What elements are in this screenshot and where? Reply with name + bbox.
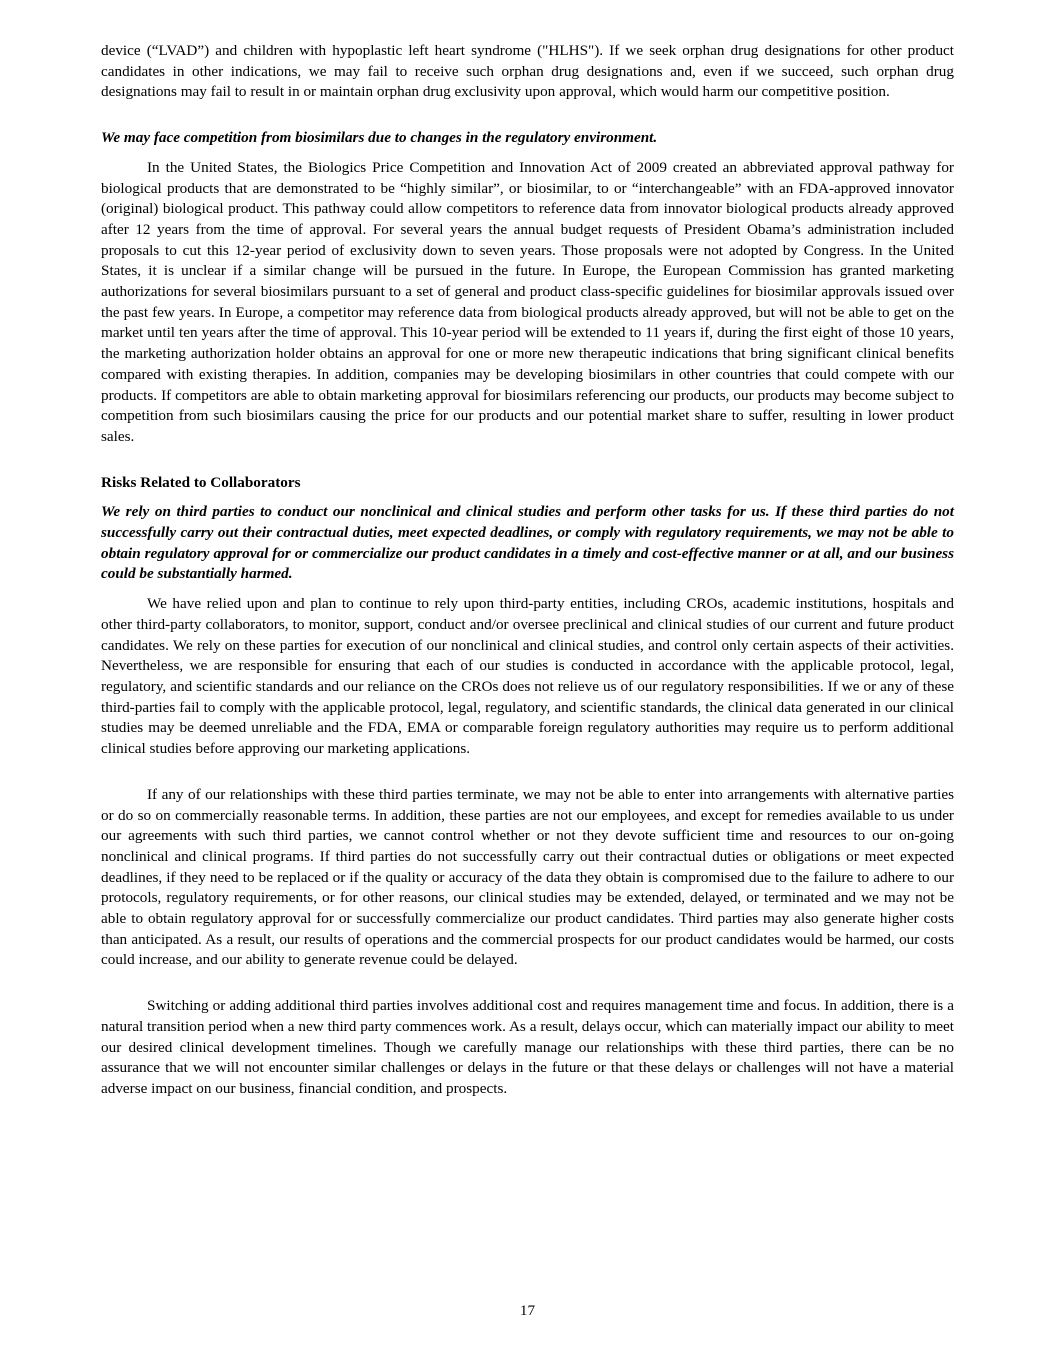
risk-heading-third-parties: We rely on third parties to conduct our nonclinical and clinical studies and perform other tasks for us. If these third parties do not successfully carry out their contractual duties, meet expected deadlines, or comply with regulatory requirements, we may not be able to obtain regulatory approval for or commercialize our product candidates in a timely and cost-effective manner or at all, and our business could be substantially harmed. <box>101 503 954 583</box>
document-body <box>101 41 954 1100</box>
paragraph-biosimilars: In the United States, the Biologics Price Competition and Innovation Act of 2009 created an abbreviated approval pathway for biological products that are demonstrated to be “highly similar”, or biosimilar, to or “interchangeable” with an FDA-approved innovator (original) biological product. This pathway could allow competitors to reference data from innovator biological products already approved after 12 years from the time of approval. For several years the annual budget requests of President Obama’s administration included proposals to cut this 12-year period of exclusivity down to seven years. Those proposals were not adopted by Congress. In the United States, it is unclear if a similar change will be pursued in the future. In Europe, the European Commission has granted marketing authorizations for several biosimilars pursuant to a set of general and product class-specific guidelines for biosimilar approvals issued over the past few years. In Europe, a competitor may reference data from biological products already approved, but will not be able to get on the market until ten years after the time of approval. This 10-year period will be extended to 11 years if, during the first eight of those 10 years, the marketing authorization holder obtains an approval for one or more new therapeutic indications that bring significant clinical benefits compared with existing therapies. In addition, companies may be developing biosimilars in other countries that could compete with our products. If competitors are able to obtain marketing approval for biosimilars referencing our products, our products may become subject to competition from such biosimilars causing the price for our products and our potential market share to suffer, resulting in lower product sales. <box>101 158 954 445</box>
paragraph-relationship-termination: If any of our relationships with these third parties terminate, we may not be able to enter into arrangements with alternative parties or do so on commercially reasonable terms. In addition, these parties are not our employees, and except for remedies available to us under our agreements with such third parties, we cannot control whether or not they devote sufficient time and resources to our on-going nonclinical and clinical programs. If third parties do not successfully carry out their contractual duties or obligations or meet expected deadlines, if they need to be replaced or if the quality or accuracy of the data they obtain is compromised due to the failure to adhere to our protocols, regulatory requirements, or for other reasons, our clinical studies may be extended, delayed, or terminated and we may not be able to obtain regulatory approval for or successfully commercialize our product candidates. Third parties may also generate higher costs than anticipated. As a result, our results of operations and the commercial prospects for our product candidates would be harmed, our costs could increase, and our ability to generate revenue could be delayed. <box>101 785 954 969</box>
paragraph-switching-third-parties: Switching or adding additional third parties involves additional cost and requires management time and focus. In addition, there is a natural transition period when a new third party commences work. As a result, delays occur, which can materially impact our ability to meet our desired clinical development timelines. Though we carefully manage our relationships with these third parties, there can be no assurance that we will not encounter similar challenges or delays in the future or that these delays or challenges will not have a material adverse impact on our business, financial condition, and prospects. <box>101 997 954 1097</box>
section-heading-collaborators: Risks Related to Collaborators <box>101 473 301 491</box>
page-number: 17 <box>519 1302 536 1319</box>
paragraph-third-party-reliance: We have relied upon and plan to continue to rely upon third-party entities, including CROs, academic institutions, hospitals and other third-party collaborators, to monitor, support, conduct and/or oversee preclinical and clinical studies of our current and future product candidates. We rely on these parties for execution of our nonclinical and clinical studies, and control only certain aspects of their activities. Nevertheless, we are responsible for ensuring that each of our studies is conducted in accordance with the applicable protocol, legal, regulatory, and scientific standards and our reliance on the CROs does not relieve us of our regulatory responsibilities. If we or any of these third-parties fail to comply with the applicable protocol, legal, regulatory, and scientific standards, the clinical data generated in our clinical studies may be deemed unreliable and the FDA, EMA or comparable foreign regulatory authorities may require us to perform additional clinical studies before approving our marketing applications. <box>101 595 954 758</box>
risk-heading-biosimilars: We may face competition from biosimilars due to changes in the regulatory environment. <box>101 129 658 147</box>
paragraph-orphan-drug-continued: device (“LVAD”) and children with hypoplastic left heart syndrome ("HLHS"). If we seek orphan drug designations for other product candidates in other indications, we may fail to receive such orphan drug designations and, even if we succeed, such orphan drug designations may fail to result in or maintain orphan drug exclusivity upon approval, which would harm our competitive position. <box>101 42 954 101</box>
